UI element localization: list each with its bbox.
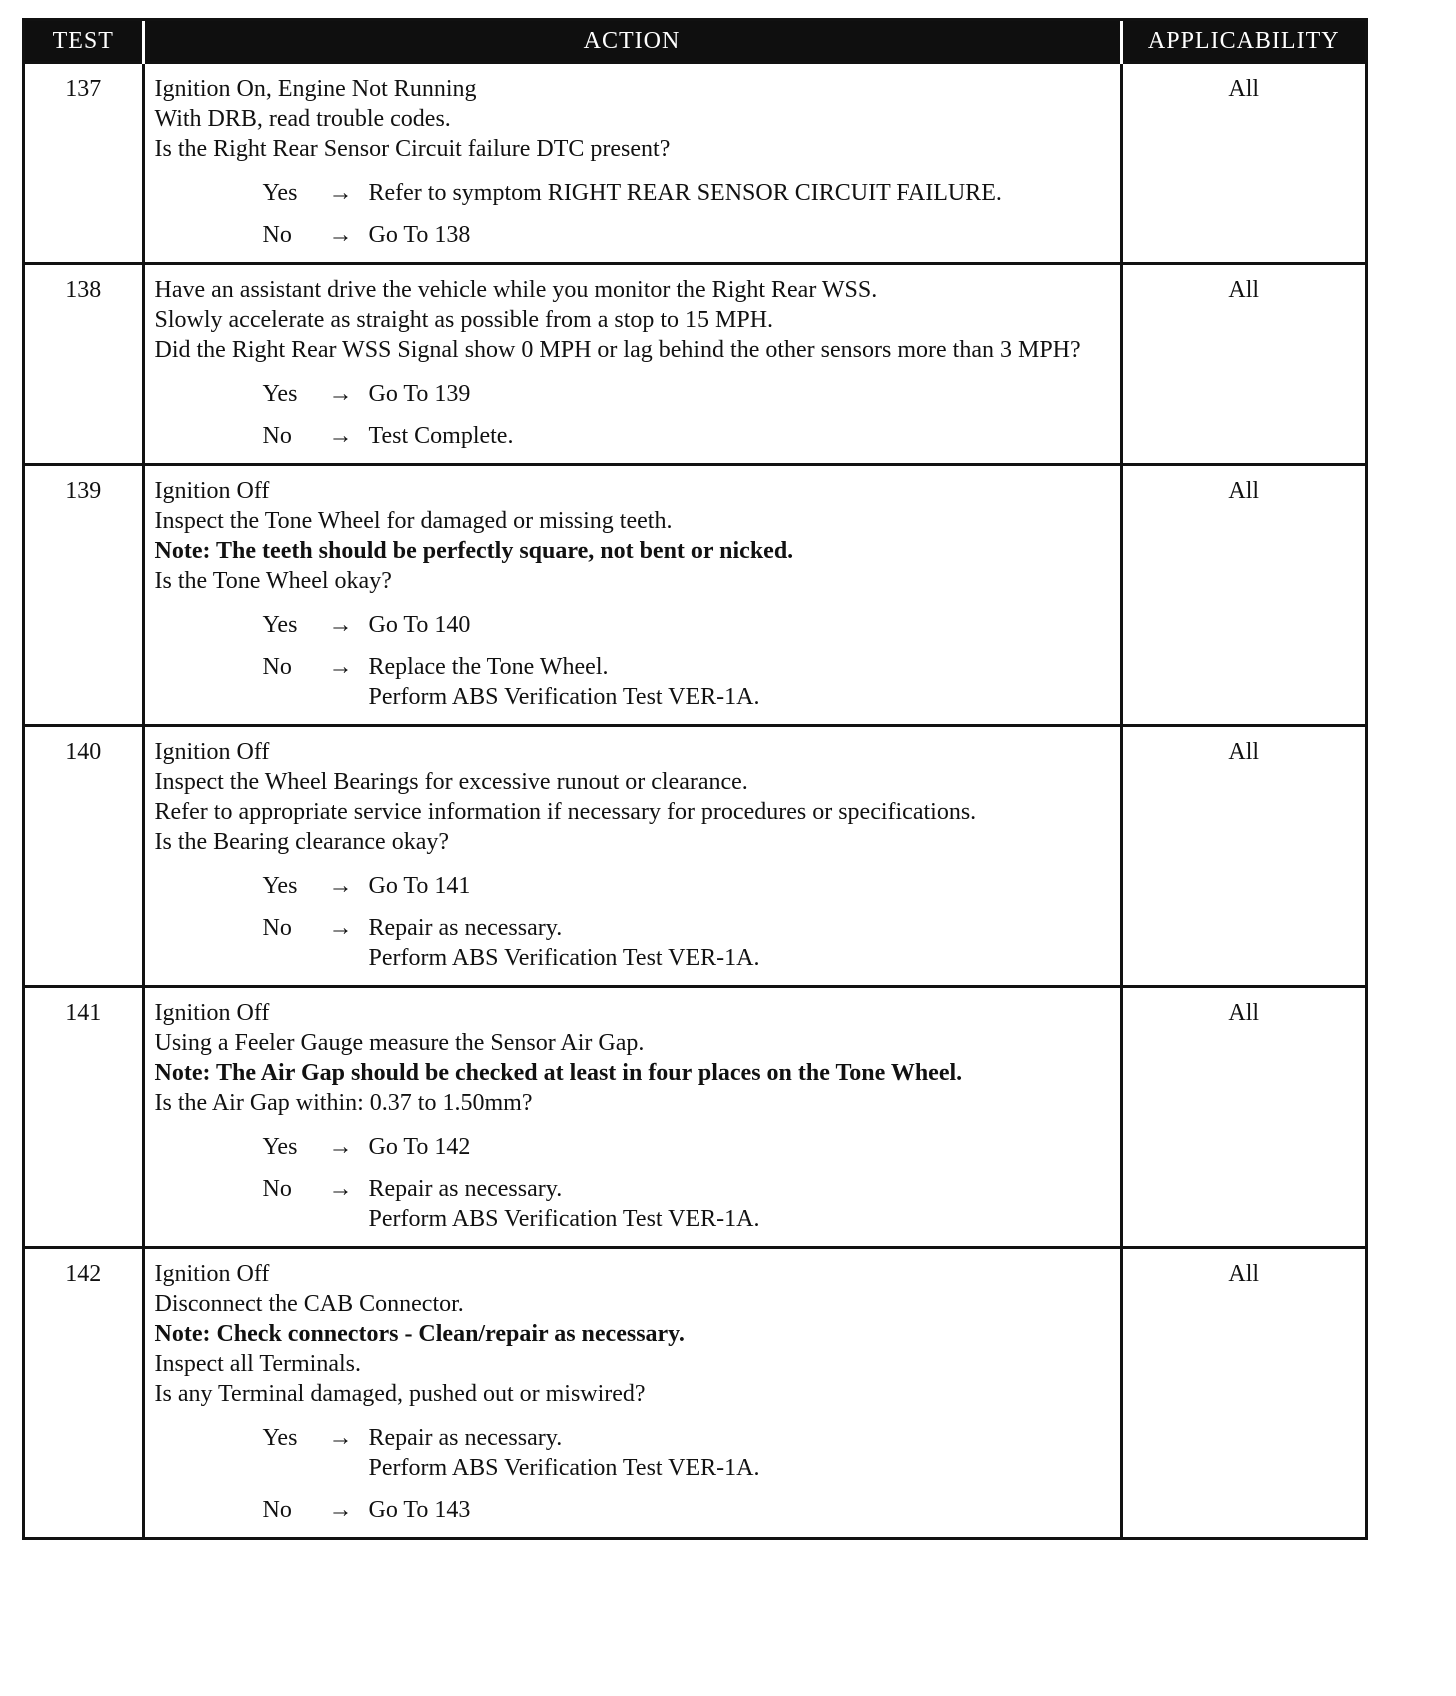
answer-key: No	[262, 222, 292, 248]
action-line: Ignition On, Engine Not Running	[154, 76, 477, 102]
table-row	[25, 1248, 1365, 1538]
action-line: Is any Terminal damaged, pushed out or miswired?	[154, 1381, 646, 1407]
answer-list	[155, 379, 1112, 451]
action-line: Ignition Off	[154, 739, 270, 765]
table-row	[25, 264, 1365, 465]
right-arrow-icon: →	[328, 654, 353, 680]
answer-result	[369, 652, 1112, 712]
answer-list	[155, 610, 1112, 712]
table-row	[25, 987, 1365, 1248]
applicability: All	[1121, 987, 1365, 1248]
result-line: Go To 142	[368, 1134, 471, 1160]
result-line: Go To 141	[368, 873, 471, 899]
action-line: Using a Feeler Gauge measure the Sensor Air Gap.	[154, 1030, 645, 1056]
answer-no	[263, 421, 1112, 451]
result-line: Go To 139	[368, 381, 471, 407]
test-number: 139	[25, 465, 143, 726]
action-cell	[143, 1248, 1121, 1538]
action-cell	[143, 726, 1121, 987]
answer-key: Yes	[262, 873, 298, 899]
answer-no	[263, 1495, 1112, 1525]
answer-key: No	[262, 654, 292, 680]
right-arrow-icon: →	[328, 1134, 353, 1160]
answer-list	[155, 871, 1112, 973]
answer-result	[369, 913, 1112, 973]
test-number: 137	[25, 63, 143, 264]
result-line: Repair as necessary.	[368, 1425, 563, 1451]
action-cell	[143, 987, 1121, 1248]
action-line: Is the Right Rear Sensor Circuit failure DTC present?	[154, 136, 671, 162]
action-line: Ignition Off	[154, 478, 270, 504]
answer-result	[369, 421, 1112, 451]
table-body	[25, 63, 1365, 1538]
answer-list	[155, 178, 1112, 250]
action-note: Note: The Air Gap should be checked at least in four places on the Tone Wheel.	[154, 1060, 963, 1086]
action-line: Refer to appropriate service information if necessary for procedures or specifications.	[154, 799, 977, 825]
answer-result	[369, 610, 1112, 640]
header-test: TEST	[25, 21, 143, 63]
action-line: Ignition Off	[154, 1261, 270, 1287]
action-line: Is the Tone Wheel okay?	[154, 568, 392, 594]
table-row	[25, 726, 1365, 987]
answer-key: Yes	[262, 1425, 298, 1451]
result-line: Go To 140	[368, 612, 471, 638]
test-number: 138	[25, 264, 143, 465]
action-line: Ignition Off	[154, 1000, 270, 1026]
answer-key: No	[262, 1176, 292, 1202]
answer-no	[263, 652, 1112, 712]
result-line: Perform ABS Verification Test VER-1A.	[368, 945, 760, 971]
applicability: All	[1121, 264, 1365, 465]
answer-result	[369, 1132, 1112, 1162]
answer-list	[155, 1132, 1112, 1234]
header-applicability: APPLICABILITY	[1121, 21, 1365, 63]
table-row	[25, 63, 1365, 264]
answer-list	[155, 1423, 1112, 1525]
answer-result	[369, 379, 1112, 409]
result-line: Repair as necessary.	[368, 1176, 563, 1202]
action-line: Slowly accelerate as straight as possible from a stop to 15 MPH.	[154, 307, 774, 333]
action-note: Note: The teeth should be perfectly square, not bent or nicked.	[154, 538, 794, 564]
answer-no	[263, 913, 1112, 973]
result-line: Refer to symptom RIGHT REAR SENSOR CIRCUIT FAILURE.	[368, 180, 1002, 206]
answer-yes	[263, 610, 1112, 640]
right-arrow-icon: →	[328, 180, 353, 206]
diagnostic-test-table	[22, 18, 1368, 1540]
test-number: 142	[25, 1248, 143, 1538]
answer-result	[369, 1495, 1112, 1525]
answer-yes	[263, 1423, 1112, 1483]
test-number: 140	[25, 726, 143, 987]
right-arrow-icon: →	[328, 423, 353, 449]
answer-yes	[263, 379, 1112, 409]
answer-yes	[263, 1132, 1112, 1162]
answer-result	[369, 178, 1112, 208]
action-line: Is the Air Gap within: 0.37 to 1.50mm?	[154, 1090, 533, 1116]
action-line: Did the Right Rear WSS Signal show 0 MPH or lag behind the other sensors more than 3 MPH?	[154, 337, 1081, 363]
answer-key: No	[262, 1497, 292, 1523]
answer-result	[369, 1174, 1112, 1234]
right-arrow-icon: →	[328, 222, 353, 248]
test-number: 141	[25, 987, 143, 1248]
applicability: All	[1121, 1248, 1365, 1538]
action-line: Is the Bearing clearance okay?	[154, 829, 450, 855]
action-line: Have an assistant drive the vehicle while you monitor the Right Rear WSS.	[154, 277, 878, 303]
table-header-row	[25, 21, 1365, 63]
action-line: Inspect all Terminals.	[154, 1351, 361, 1377]
action-line: Disconnect the CAB Connector.	[154, 1291, 464, 1317]
result-line: Replace the Tone Wheel.	[368, 654, 609, 680]
action-note: Note: Check connectors - Clean/repair as necessary.	[154, 1321, 685, 1347]
action-cell	[143, 465, 1121, 726]
right-arrow-icon: →	[328, 381, 353, 407]
answer-result	[369, 1423, 1112, 1483]
result-line: Go To 138	[368, 222, 471, 248]
answer-key: No	[262, 423, 292, 449]
applicability: All	[1121, 726, 1365, 987]
test-table	[25, 21, 1365, 1537]
result-line: Test Complete.	[368, 423, 514, 449]
right-arrow-icon: →	[328, 1176, 353, 1202]
answer-key: Yes	[262, 180, 298, 206]
action-line: Inspect the Wheel Bearings for excessive runout or clearance.	[154, 769, 748, 795]
result-line: Perform ABS Verification Test VER-1A.	[368, 1455, 760, 1481]
answer-key: Yes	[262, 381, 298, 407]
result-line: Perform ABS Verification Test VER-1A.	[368, 1206, 760, 1232]
right-arrow-icon: →	[328, 1425, 353, 1451]
right-arrow-icon: →	[328, 873, 353, 899]
answer-result	[369, 220, 1112, 250]
action-cell	[143, 63, 1121, 264]
answer-key: Yes	[262, 1134, 298, 1160]
action-line: Inspect the Tone Wheel for damaged or missing teeth.	[154, 508, 673, 534]
action-line: With DRB, read trouble codes.	[154, 106, 451, 132]
right-arrow-icon: →	[328, 1497, 353, 1523]
table-row	[25, 465, 1365, 726]
answer-key: Yes	[262, 612, 298, 638]
right-arrow-icon: →	[328, 612, 353, 638]
applicability: All	[1121, 63, 1365, 264]
answer-no	[263, 220, 1112, 250]
action-cell	[143, 264, 1121, 465]
answer-yes	[263, 871, 1112, 901]
result-line: Repair as necessary.	[368, 915, 563, 941]
result-line: Perform ABS Verification Test VER-1A.	[368, 684, 760, 710]
answer-key: No	[262, 915, 292, 941]
header-action: ACTION	[143, 21, 1121, 63]
right-arrow-icon: →	[328, 915, 353, 941]
result-line: Go To 143	[368, 1497, 471, 1523]
applicability: All	[1121, 465, 1365, 726]
answer-yes	[263, 178, 1112, 208]
answer-no	[263, 1174, 1112, 1234]
answer-result	[369, 871, 1112, 901]
